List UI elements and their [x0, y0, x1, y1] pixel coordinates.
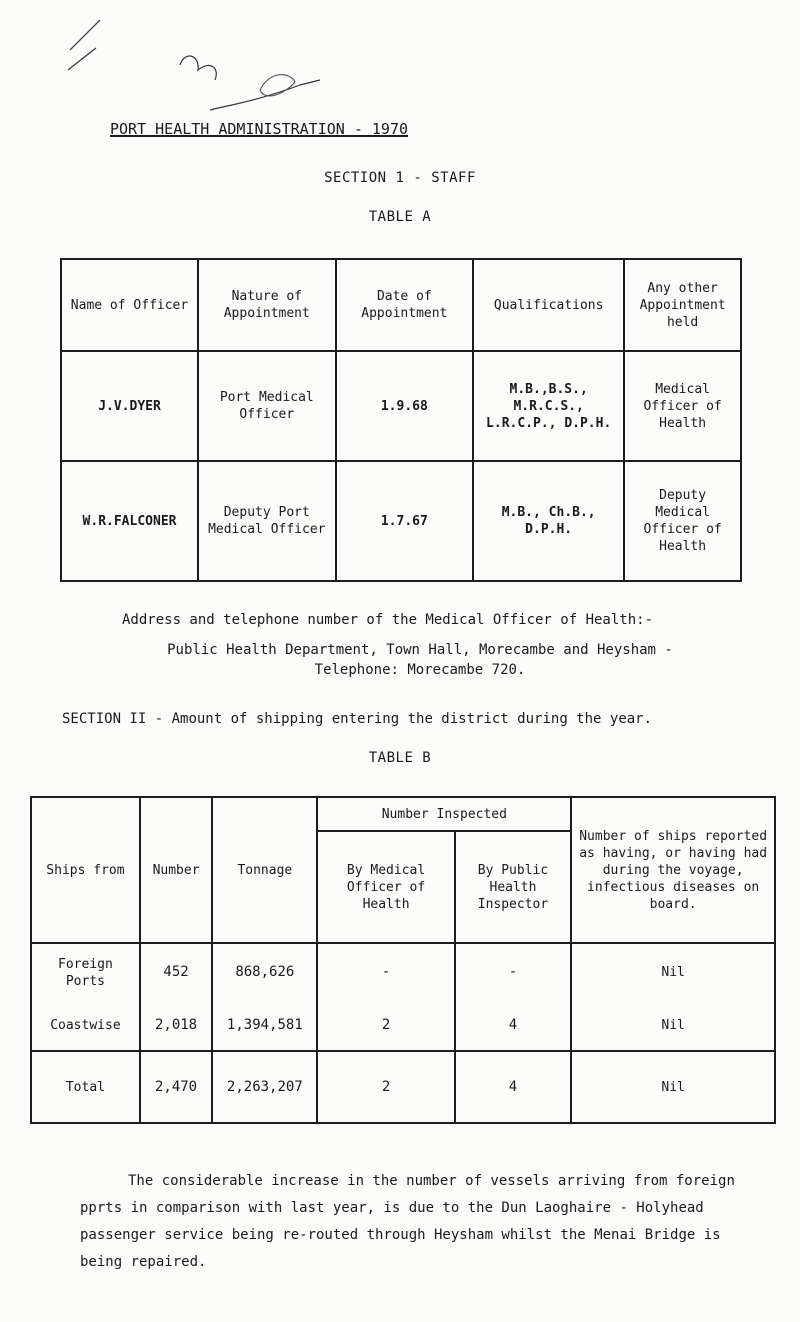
note-paragraph: The considerable increase in the number of vessels arriving from foreign pprts in comparison with last year, is due to the Dun Laoghaire - Holyhead passenger service being re-routed through Heysham whilst the Menai Bridge is being repaired. [80, 1173, 735, 1270]
officer-name: W.R.FALCONER [61, 461, 198, 581]
officer-name: J.V.DYER [61, 351, 198, 461]
shipping-table [30, 796, 776, 1124]
total-by-mo: 2 [317, 1051, 454, 1123]
appointment-nature: Port Medical Officer [198, 351, 336, 461]
section-2-heading [62, 711, 762, 727]
table-a-header-date: Date of Appointment [336, 259, 474, 351]
address-line-1: Address and telephone number of the Medical Officer of Health:- [122, 612, 654, 628]
table-row-total [31, 1051, 775, 1123]
table-row [61, 461, 741, 581]
total-label: Total [31, 1051, 140, 1123]
table-b-header-ships-from: Ships from [31, 797, 140, 943]
total-number: 2,470 [140, 1051, 212, 1123]
ships-reported: Nil [571, 1001, 775, 1051]
inspected-by-mo: - [317, 943, 454, 1001]
table-row [61, 351, 741, 461]
appointment-date: 1.9.68 [336, 351, 474, 461]
ship-tonnage: 868,626 [212, 943, 317, 1001]
ship-tonnage: 1,394,581 [212, 1001, 317, 1051]
qualifications: M.B., Ch.B., D.P.H. [473, 461, 624, 581]
table-a-header-other: Any other Appointment held [624, 259, 741, 351]
inspected-by-phi: 4 [455, 1001, 572, 1051]
appointment-nature: Deputy Port Medical Officer [198, 461, 336, 581]
ships-from: Foreign Ports [31, 943, 140, 1001]
ship-number: 452 [140, 943, 212, 1001]
section-2-text: - Amount of shipping entering the district during the year. [154, 711, 653, 727]
table-a-header-name: Name of Officer [61, 259, 198, 351]
address-line-2: Public Health Department, Town Hall, Morecambe and Heysham - [167, 642, 673, 658]
inspected-by-mo: 2 [317, 1001, 454, 1051]
table-b-header-by-phi: By Public Health Inspector [455, 831, 572, 943]
table-b-header-tonnage: Tonnage [212, 797, 317, 943]
table-row [31, 943, 775, 1001]
table-row [31, 1001, 775, 1051]
inspected-by-phi: - [455, 943, 572, 1001]
ships-reported: Nil [571, 943, 775, 1001]
table-b-label: TABLE B [368, 750, 432, 766]
section-2-label: SECTION II [62, 711, 147, 727]
table-b-header-reported: Number of ships reported as having, or having had during the voyage, infectious diseases on board. [571, 797, 775, 943]
total-reported: Nil [571, 1051, 775, 1123]
section-1-heading: SECTION 1 - STAFF [324, 170, 476, 186]
other-appointment: Medical Officer of Health [624, 351, 741, 461]
table-a-header-qualifications: Qualifications [473, 259, 624, 351]
page-title: PORT HEALTH ADMINISTRATION - 1970 [110, 120, 409, 138]
total-by-phi: 4 [455, 1051, 572, 1123]
address-line-3: Telephone: Morecambe 720. [314, 662, 526, 678]
table-a-header-nature: Nature of Appointment [198, 259, 336, 351]
table-b-header-by-mo: By Medical Officer of Health [317, 831, 454, 943]
ship-number: 2,018 [140, 1001, 212, 1051]
staff-table [60, 258, 742, 582]
ships-from: Coastwise [31, 1001, 140, 1051]
appointment-date: 1.7.67 [336, 461, 474, 581]
total-tonnage: 2,263,207 [212, 1051, 317, 1123]
other-appointment: Deputy Medical Officer of Health [624, 461, 741, 581]
pen-scribble [60, 10, 380, 130]
qualifications: M.B.,B.S., M.R.C.S., L.R.C.P., D.P.H. [473, 351, 624, 461]
table-b-header-number: Number [140, 797, 212, 943]
table-b-header-number-inspected: Number Inspected [317, 797, 571, 831]
table-a-label: TABLE A [368, 209, 432, 225]
